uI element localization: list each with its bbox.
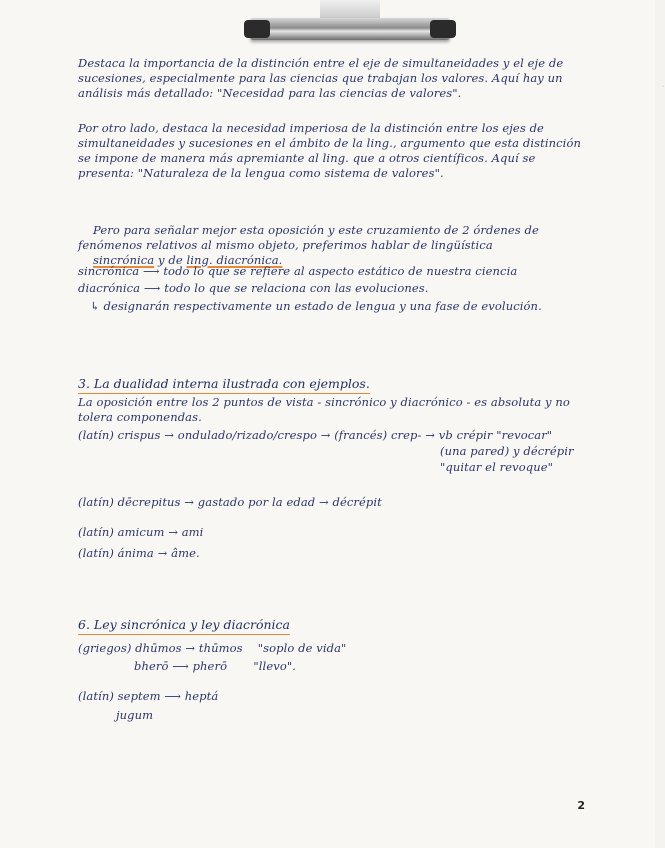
example-anima: (latín) ánima → âme.	[78, 546, 200, 560]
section-3-intro: La oposición entre los 2 puntos de vista - sincrónico y diacrónico - es absoluta y no tolera componendas.	[78, 395, 574, 424]
section-6-title: 6. Ley sincrónica y ley diacrónica	[78, 617, 290, 635]
page-number: 2	[577, 799, 585, 812]
example-jugum: jugum	[116, 708, 154, 722]
clip-bar	[250, 18, 450, 40]
definition-arrow-note: ↳ designarán respectivamente un estado de lengua y una fase de evolución.	[90, 299, 542, 313]
section-3-title: 3. La dualidad interna ilustrada con ejemplos.	[78, 376, 370, 394]
definition-diacronica: diacrónica ⟶ todo lo que se relaciona con las evoluciones.	[78, 281, 429, 295]
example-crispus: (latín) crispus → ondulado/rizado/crespo → (francés) crep- → vb crépir "revocar"	[78, 428, 553, 442]
example-crispus-line-2: (una pared) y décrépir	[440, 444, 574, 458]
example-amicum: (latín) amicum → ami	[78, 525, 204, 539]
paragraph-3-intro: Pero para señalar mejor esta oposición y este cruzamiento de 2 órdenes de fenómenos relativos al mismo objeto, preferimos hablar de lingüística	[78, 223, 543, 252]
definition-sincronica: sincrónica ⟶ todo lo que se refiere al aspecto estático de nuestra ciencia	[78, 264, 518, 278]
clip-plate	[320, 0, 380, 20]
example-crispus-line-3: "quitar el revoque"	[440, 460, 553, 474]
paragraph-2: Por otro lado, destaca la necesidad imperiosa de la distinción entre los ejes de simultaneidades y sucesiones en el ámbito de la ling., argumento que esta distinción se impone de manera más apremiante al ling. que a otros científicos. Aquí se presenta: "Naturaleza de la lengua como sistema de valores".	[78, 121, 585, 180]
example-septem: (latín) septem ⟶ heptá	[78, 689, 219, 703]
example-decrepitus: (latín) dēcrepitus → gastado por la edad → décrépit	[78, 495, 382, 509]
paragraph-3-and: y de	[154, 253, 187, 267]
binder-clip	[250, 0, 450, 46]
term-sincronica: sincrónica	[93, 253, 155, 267]
paragraph-1: Destaca la importancia de la distinción entre el eje de simultaneidades y el eje de sucesiones, especialmente para las ciencias que trabajan los valores. Aquí hay un análisis más detallado: "Necesidad para las ciencias de valores".	[78, 56, 568, 100]
term-diacronica: ling. diacrónica.	[186, 253, 283, 267]
clip-end-right	[430, 20, 456, 38]
example-dhumos: (griegos) dhūmos → thūmos "soplo de vida"	[78, 641, 347, 655]
example-bhero: bherō ⟶ pherō "llevo".	[134, 659, 296, 673]
bleed-through-mark: ·	[661, 80, 665, 93]
clip-end-left	[244, 20, 270, 38]
